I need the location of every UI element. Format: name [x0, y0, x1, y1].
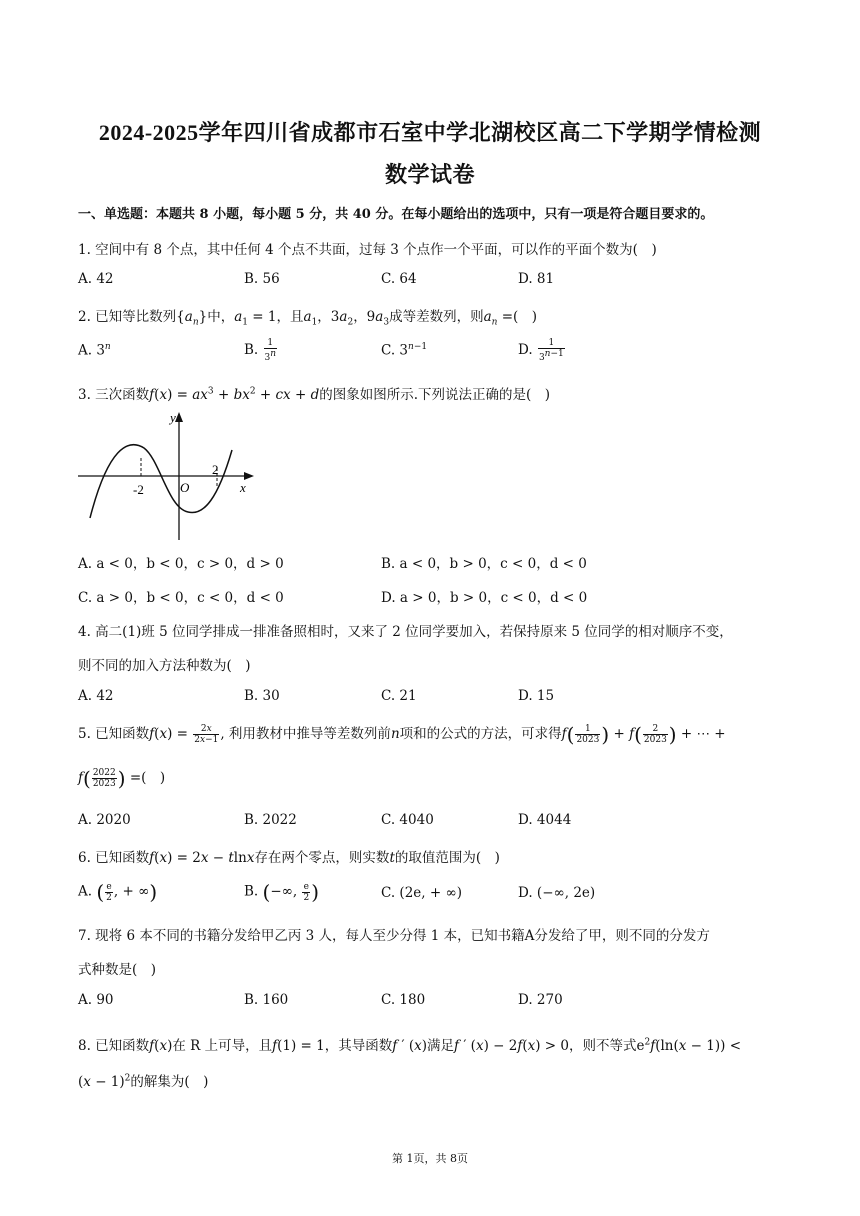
cubic-function-graph [78, 408, 258, 540]
question-3-stem: 3. 三次函数$f(x) = ax^3 + bx^2$ + cx + d的图象如图所示.下列说法正确的是( ) [78, 386, 551, 403]
origin-label: O [180, 480, 190, 495]
q4-option-c: C. 21 [381, 688, 417, 704]
q7-option-a: A. 90 [78, 992, 114, 1008]
question-2-stem: 2. 已知等比数列$\{a_n\}$中，$a_1 = 1$，且$a_1$，$3a_2$，$9a_3$成等差数列，则$a_n$ =( ) [78, 309, 538, 328]
q2-prefix: 2. 已知等比数列 [78, 309, 177, 325]
q6-option-c: C. (2e, + ∞) [381, 885, 462, 901]
pos2-label: 2 [212, 462, 219, 477]
question-8-stem-line2: $(x - 1)^2$的解集为( ) [78, 1073, 209, 1090]
y-axis-label: y [170, 410, 176, 425]
question-8-stem-line1: 8. 已知函数f(x)在 R 上可导，且f(1) = 1，其导函数f ′ (x)满足f ′ (x) − 2f(x) > 0，则不等式$e^2f(\ln(x - 1))$ < [78, 1037, 742, 1054]
neg2-label: -2 [133, 482, 144, 497]
q1-option-d: D. 81 [518, 271, 555, 287]
q6-option-d: D. (−∞, 2e) [518, 885, 596, 901]
cubic-curve [90, 445, 232, 518]
q1-option-c: C. 64 [381, 271, 417, 287]
section-heading: 一、单选题：本题共 8 小题，每小题 5 分，共 40 分。在每小题给出的选项中，只有一项是符合题目要求的。 [78, 207, 714, 222]
q1-option-a: A. 42 [78, 271, 114, 287]
q7-option-d: D. 270 [518, 992, 563, 1008]
q4-option-d: D. 15 [518, 688, 555, 704]
q3-option-d: D. a > 0，b > 0，c < 0，d < 0 [381, 590, 588, 606]
q4-option-a: A. 42 [78, 688, 114, 704]
q3-option-a: A. a < 0，b < 0，c > 0，d > 0 [78, 556, 284, 572]
q2-option-c: C. $3^{n-1}$ [381, 342, 428, 359]
x-axis-label: x [240, 480, 246, 495]
q4-option-b: B. 30 [244, 688, 280, 704]
page-footer: 第 1页，共 8页 [392, 1152, 468, 1165]
question-4-stem-line1: 4. 高二(1)班 5 位同学排成一排准备照相时，又来了 2 位同学要加入，若保持原来 5 位同学的相对顺序不变， [78, 624, 733, 640]
q2-option-b: B. $\frac{1}{3^n}$ [244, 338, 277, 363]
question-1-stem: 1. 空间中有 8 个点，其中任何 4 个点不共面，过每 3 个点作一个平面，可以作的平面个数为( ) [78, 242, 657, 258]
q7-option-c: C. 180 [381, 992, 426, 1008]
q3-option-b: B. a < 0，b > 0，c < 0，d < 0 [381, 556, 587, 572]
q3-option-c: C. a > 0，b < 0，c < 0，d < 0 [78, 590, 284, 606]
question-5-stem-line1: 5. 已知函数f(x) = $\frac{2x}{2x-1}$ , 利用教材中推导等差数列前n项和的公式的方法，可求得f( $\frac{1}{2023}$ ) + f( $\frac{2}{2023}$ ) + ⋯ + [78, 722, 726, 747]
question-4-stem-line2: 则不同的加入方法种数为( ) [78, 658, 251, 674]
exam-title-line1: 2024-2025学年四川省成都市石室中学北湖校区高二下学期学情检测 [98, 120, 762, 145]
question-7-stem-line2: 式种数是( ) [78, 962, 157, 978]
q6-option-b: B. (−∞, $\frac{e}{2}$ ) [244, 880, 320, 904]
q5-option-d: D. 4044 [518, 812, 572, 828]
q5-option-c: C. 4040 [381, 812, 434, 828]
y-axis-arrow [175, 412, 183, 422]
q5-option-a: A. 2020 [78, 812, 131, 828]
q5-option-b: B. 2022 [244, 812, 297, 828]
q2-option-d: D. $\frac{1}{3^{n-1}}$ [518, 338, 564, 363]
q6-option-a: A. ( $\frac{e}{2}$ , + ∞) [78, 880, 158, 904]
q1-option-b: B. 56 [244, 271, 280, 287]
x-axis-arrow [244, 472, 254, 480]
q7-option-b: B. 160 [244, 992, 289, 1008]
question-7-stem-line1: 7. 现将 6 本不同的书籍分发给甲乙丙 3 人，每人至少分得 1 本，已知书籍A分发给了甲，则不同的分发方 [78, 928, 710, 944]
q2-option-a: A. 3$^n$ [78, 342, 111, 359]
question-6-stem: 6. 已知函数f(x) = 2x − tlnx存在两个零点，则实数t的取值范围为( ) [78, 850, 500, 866]
question-5-stem-line2: f( $\frac{2022}{2023}$ ) =( ) [78, 766, 166, 791]
exam-title-line2: 数学试卷 [384, 162, 475, 187]
